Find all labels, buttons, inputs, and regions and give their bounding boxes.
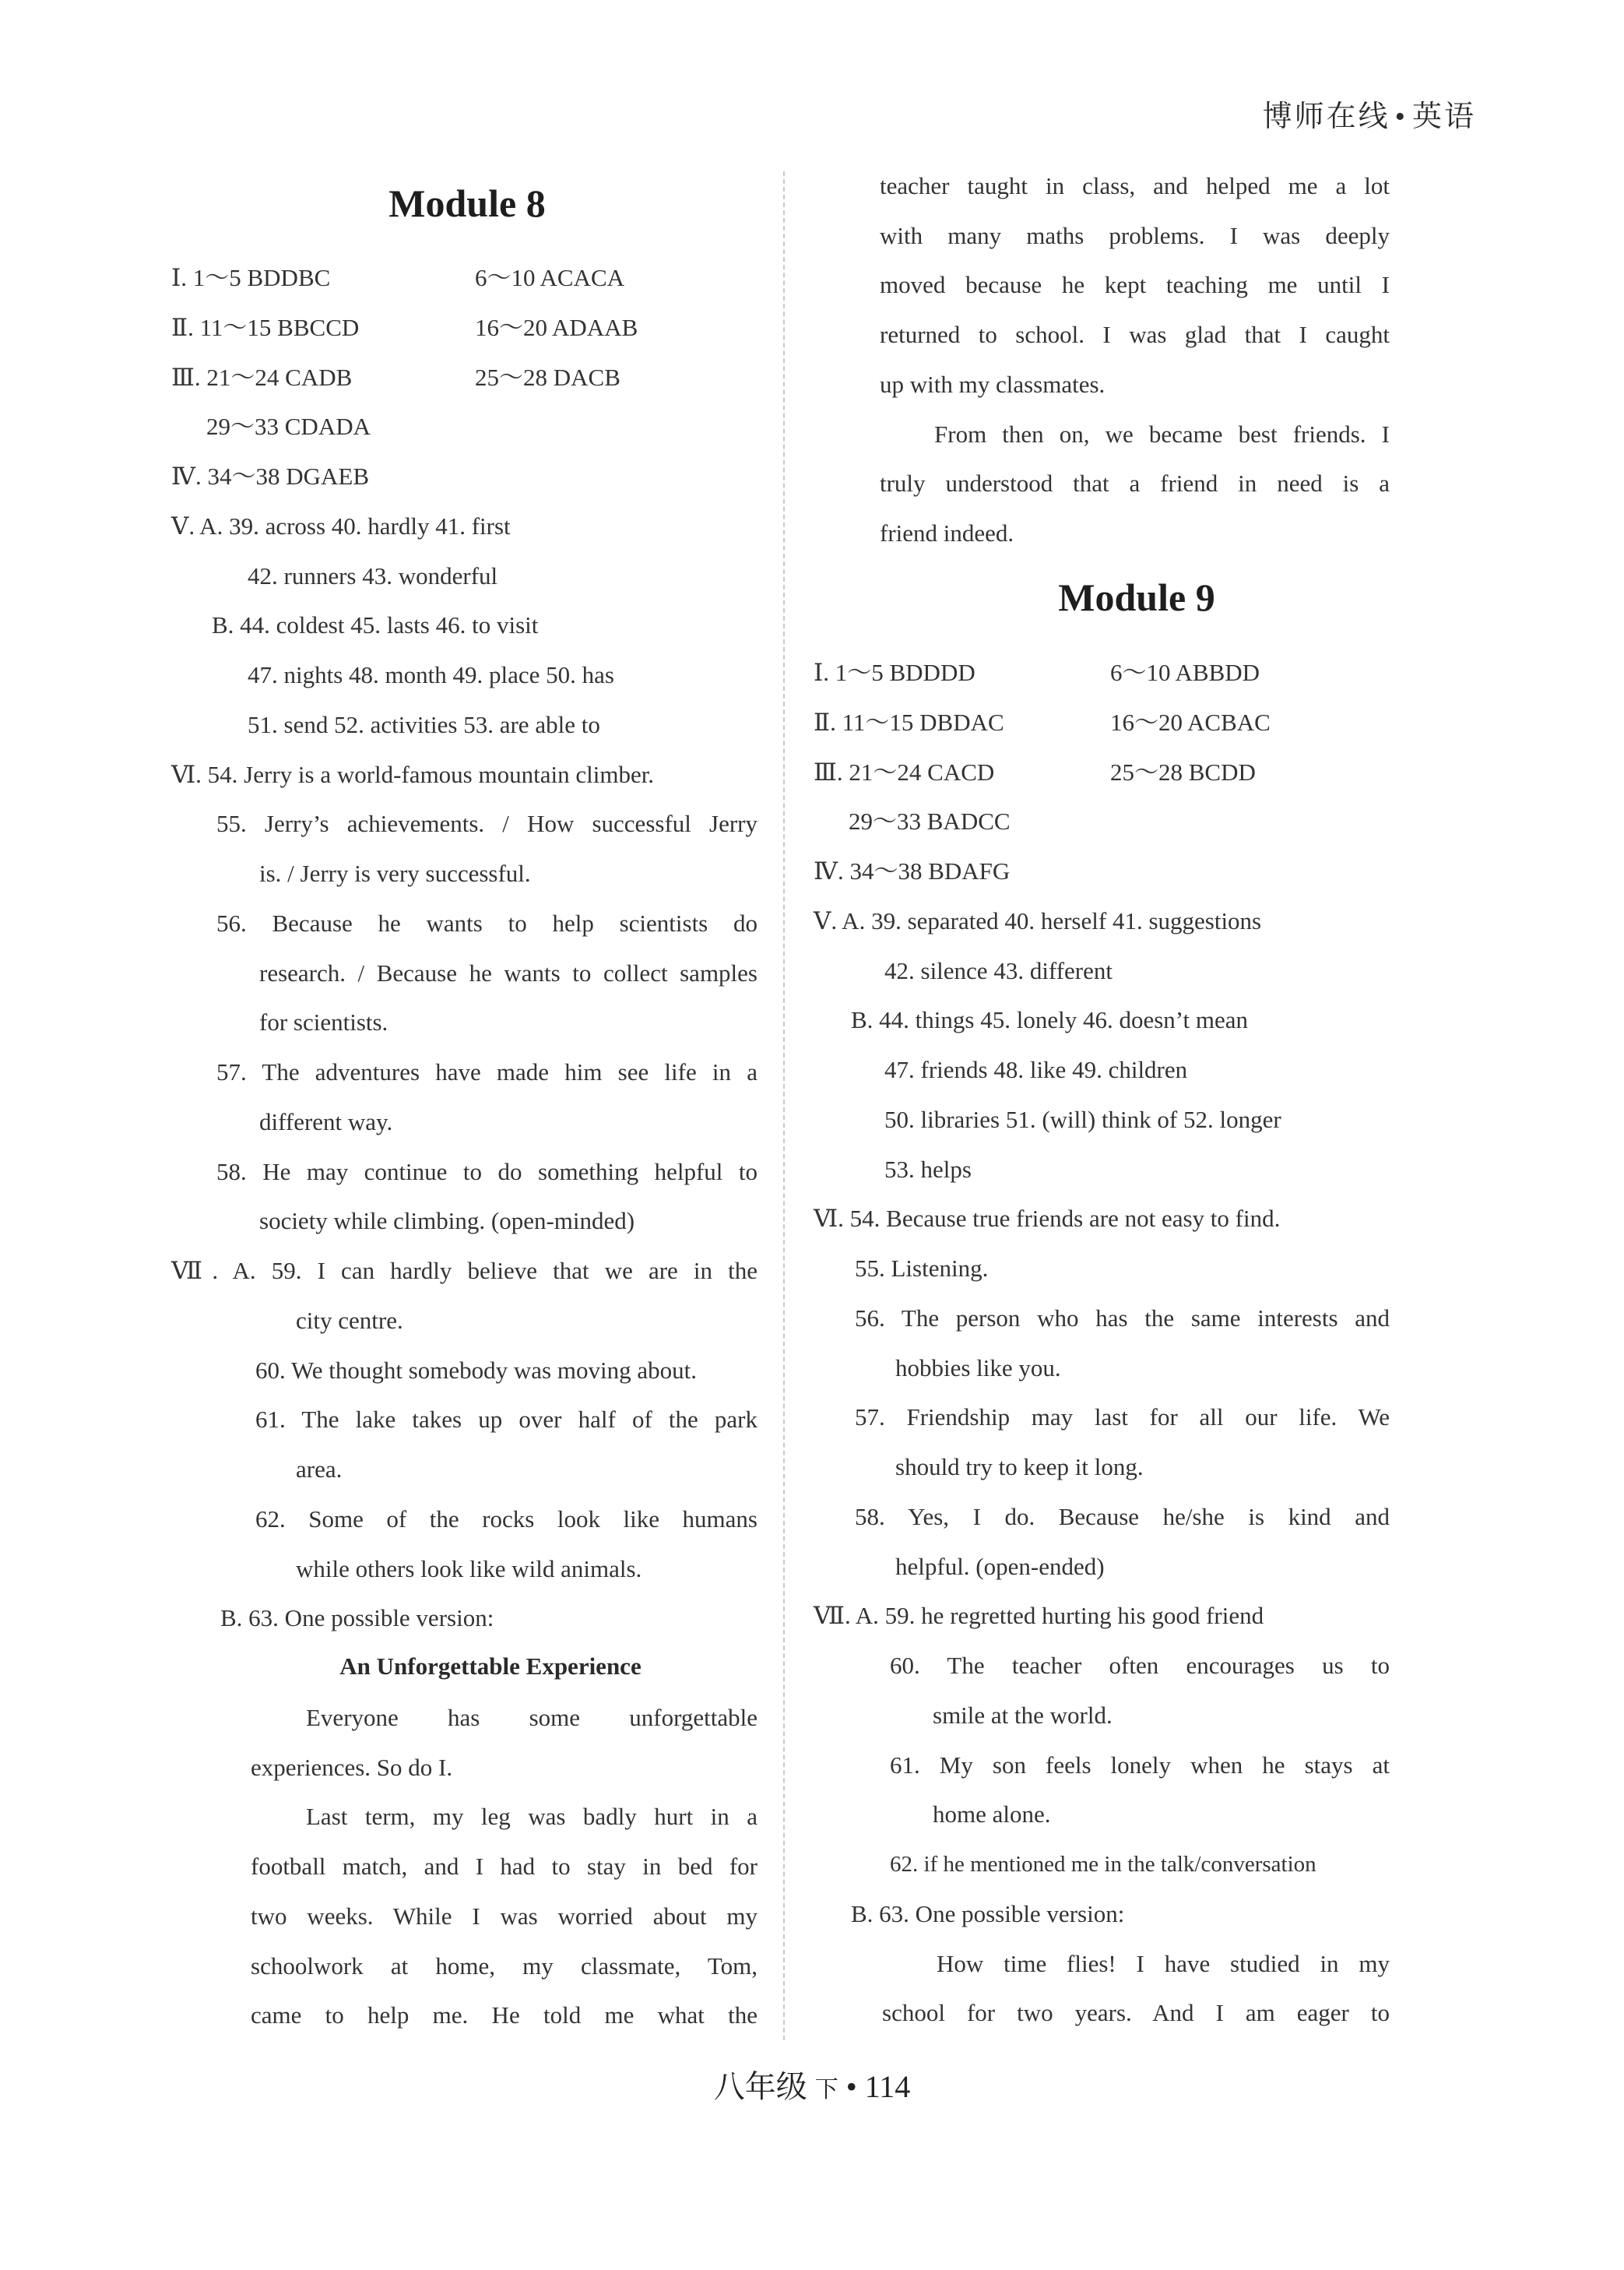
module-9-title: Module 9 (1058, 575, 1215, 619)
m8-line: experiences. So do I. (251, 1754, 453, 1781)
module-8-title: Module 8 (388, 181, 546, 225)
header-dot: • (1394, 100, 1408, 133)
term-label: 下 (814, 2077, 838, 2103)
m8-line: B. 63. One possible version: (220, 1604, 494, 1631)
m9-line: 56. The person who has the same interests and (855, 1304, 1390, 1332)
m9-line: Ⅲ. 21～24 CACD (814, 758, 995, 786)
m8-line: while others look like wild animals. (296, 1555, 642, 1582)
m8-line: society while climbing. (open-minded) (259, 1207, 635, 1234)
essay-continuation-line: From then on, we became best friends. I (934, 421, 1390, 448)
m8-line: Ⅵ. 54. Jerry is a world-famous mountain climber. (171, 761, 655, 788)
m9-line: Ⅳ. 34～38 BDAFG (814, 857, 1011, 885)
m8-line: 25～28 DACB (475, 364, 620, 391)
m9-line: 47. friends 48. like 49. children (884, 1056, 1188, 1083)
m8-line: for scientists. (259, 1008, 388, 1036)
m9-line: B. 63. One possible version: (851, 1900, 1125, 1927)
m8-line: Ⅴ. A. 39. across 40. hardly 41. first (171, 512, 511, 540)
m9-line: should try to keep it long. (895, 1453, 1144, 1480)
essay-continuation-line: up with my classmates. (880, 371, 1106, 398)
m9-line: How time flies! I have studied in my (937, 1950, 1390, 1977)
m8-line: 56. Because he wants to help scientists do (216, 910, 758, 937)
m8-line: 42. runners 43. wonderful (248, 562, 498, 589)
m8-line: is. / Jerry is very successful. (259, 860, 531, 887)
essay-continuation-line: teacher taught in class, and helped me a lot (880, 172, 1390, 199)
m9-line: 61. My son feels lonely when he stays at (890, 1751, 1390, 1779)
m8-line: Ⅱ. 11～15 BBCCD (171, 314, 360, 341)
m8-line: 47. nights 48. month 49. place 50. has (248, 661, 614, 688)
essay-title: An Unforgettable Experience (339, 1652, 642, 1680)
m8-line: Ⅰ. 1～5 BDDBC (171, 264, 331, 291)
m9-line: 25～28 BCDD (1110, 758, 1256, 786)
m9-line: school for two years. And I am eager to (882, 1999, 1390, 2026)
m9-line: smile at the world. (933, 1702, 1113, 1729)
m8-line: Everyone has some unforgettable (306, 1704, 758, 1731)
m9-line: 58. Yes, I do. Because he/she is kind and (855, 1503, 1390, 1530)
m9-line: Ⅵ. 54. Because true friends are not easy to find. (814, 1205, 1281, 1232)
m8-line: 55. Jerry’s achievements. / How successful Jerry (216, 810, 758, 837)
m8-line: 51. send 52. activities 53. are able to (248, 711, 600, 738)
brand-name: 博师在线 (1262, 100, 1390, 133)
m9-line: helpful. (open-ended) (895, 1553, 1105, 1580)
page-number: 114 (864, 2069, 911, 2104)
m9-line: 60. The teacher often encourages us to (890, 1652, 1390, 1679)
m9-line: B. 44. things 45. lonely 46. doesn’t mean (851, 1006, 1249, 1033)
grade-label: 八年级 (713, 2069, 807, 2104)
m8-line: 16～20 ADAAB (475, 314, 638, 341)
m9-line: 6～10 ABBDD (1110, 659, 1260, 686)
m8-line: schoolwork at home, my classmate, Tom, (251, 1952, 758, 1980)
m9-line: 16～20 ACBAC (1110, 709, 1271, 736)
m9-line: 57. Friendship may last for all our life. We (855, 1403, 1390, 1431)
essay-continuation-line: with many maths problems. I was deeply (880, 222, 1390, 249)
m8-line: Ⅶ. A. 59. I can hardly believe that we are in the (171, 1257, 758, 1284)
essay-continuation-line: moved because he kept teaching me until I (880, 271, 1390, 298)
m8-line: 60. We thought somebody was moving about. (255, 1357, 697, 1384)
m9-line: 55. Listening. (855, 1255, 989, 1282)
m8-line: 6～10 ACACA (475, 264, 625, 291)
m9-line: home alone. (933, 1800, 1051, 1828)
m9-line: 53. helps (884, 1156, 972, 1183)
m9-line: 42. silence 43. different (884, 957, 1113, 984)
m9-line: 62. if he mentioned me in the talk/conversation (890, 1852, 1316, 1877)
page-header (1263, 92, 1476, 135)
page-footer (0, 2062, 1624, 2106)
m8-line: area. (296, 1455, 343, 1483)
m8-line: 62. Some of the rocks look like humans (255, 1505, 758, 1533)
m9-line: hobbies like you. (895, 1354, 1061, 1381)
m9-line: 50. libraries 51. (will) think of 52. longer (884, 1106, 1281, 1133)
m8-line: B. 44. coldest 45. lasts 46. to visit (212, 611, 539, 639)
m9-line: Ⅶ. A. 59. he regretted hurting his good friend (814, 1602, 1264, 1629)
m8-line: Last term, my leg was badly hurt in a (306, 1803, 758, 1830)
m8-line: Ⅲ. 21～24 CADB (171, 364, 353, 391)
m9-line: Ⅱ. 11～15 DBDAC (814, 709, 1004, 736)
m8-line: 58. He may continue to do something helpful to (216, 1158, 758, 1185)
essay-continuation-line: truly understood that a friend in need is a (880, 470, 1390, 497)
m8-line: came to help me. He told me what the (251, 2001, 758, 2029)
m9-line: 29～33 BADCC (849, 808, 1011, 835)
m9-line: Ⅰ. 1～5 BDDDD (814, 659, 975, 686)
m8-line: 29～33 CDADA (206, 413, 371, 440)
column-divider (783, 171, 785, 2040)
m8-line: different way. (259, 1108, 393, 1135)
m8-line: Ⅳ. 34～38 DGAEB (171, 463, 369, 490)
m8-line: football match, and I had to stay in bed for (251, 1853, 758, 1880)
subject-name: 英语 (1411, 100, 1476, 133)
m8-line: 61. The lake takes up over half of the park (255, 1406, 758, 1433)
essay-continuation-line: returned to school. I was glad that I caught (880, 321, 1390, 348)
m8-line: 57. The adventures have made him see life in a (216, 1058, 758, 1086)
footer-dot: • (845, 2069, 857, 2104)
essay-continuation-line: friend indeed. (880, 519, 1014, 547)
m9-line: Ⅴ. A. 39. separated 40. herself 41. suggestions (814, 907, 1262, 934)
m8-line: research. / Because he wants to collect samples (259, 959, 758, 987)
m8-line: two weeks. While I was worried about my (251, 1902, 758, 1930)
m8-line: city centre. (296, 1307, 403, 1334)
